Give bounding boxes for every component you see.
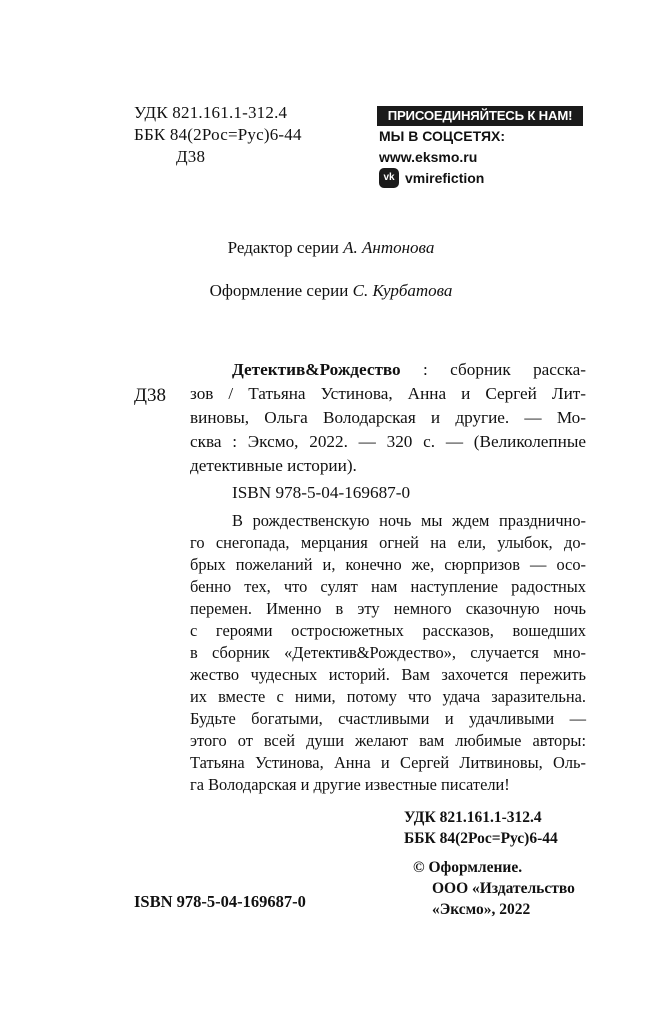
bbk-code: ББК 84(2Рос=Рус)6-44 <box>134 125 302 144</box>
annotation-line: с героями остросюжетных рассказов, вошедших <box>190 621 586 640</box>
udk-code: УДК 821.161.1-312.4 <box>134 103 288 122</box>
annotation-line: этого от всей души желают вам любимые авторы: <box>190 731 586 750</box>
bib-line: детективные истории). <box>190 456 357 475</box>
annotation-line: брых пожеланий и, конечно же, сюрпризов — осо- <box>190 555 586 574</box>
annotation-line: В рождественскую ночь мы ждем празднично- <box>232 511 586 530</box>
bib-line: виновы, Ольга Володарская и другие. — Мо- <box>190 408 586 427</box>
bib-line: зов / Татьяна Устинова, Анна и Сергей Лит- <box>190 384 586 403</box>
author-mark: Д38 <box>176 147 206 166</box>
annotation-line: жество чудесных историй. Вам захочется пережить <box>190 665 586 684</box>
annotation-line: га Володарская и другие известные писатели! <box>190 775 510 794</box>
bib-author-mark: Д38 <box>134 385 166 406</box>
annotation-line: Татьяна Устинова, Анна и Сергей Литвиновы, Оль- <box>190 753 586 772</box>
vk-handle[interactable]: vmirefiction <box>405 170 485 186</box>
copyright-line: © Оформление. <box>413 859 523 876</box>
bib-isbn: ISBN 978-5-04-169687-0 <box>232 483 411 502</box>
footer-isbn: ISBN 978-5-04-169687-0 <box>134 892 306 911</box>
social-heading: МЫ В СОЦСЕТЯХ: <box>379 128 506 144</box>
annotation-line: перемен. Именно в эту немного сказочную ночь <box>190 599 586 618</box>
copyright-line: ООО «Издательство <box>432 880 575 897</box>
join-us-banner: ПРИСОЕДИНЯЙТЕСЬ К НАМ! <box>377 106 583 126</box>
book-title: Детектив&Рождество <box>232 360 401 379</box>
annotation-line: в сборник «Детектив&Рождество», случается мно- <box>190 643 586 662</box>
copyright-line: «Эксмо», 2022 <box>432 901 531 918</box>
annotation-line: Будьте богатыми, счастливыми и удачливыми — <box>190 709 586 728</box>
series-designer-role: Оформление серии <box>209 281 349 300</box>
website-link[interactable]: www.eksmo.ru <box>379 149 478 165</box>
series-designer-name: С. Курбатова <box>352 281 453 300</box>
bib-line-title <box>232 358 586 382</box>
series-designer <box>0 280 662 302</box>
footer-udk: УДК 821.161.1-312.4 <box>404 809 542 826</box>
series-editor-name: А. Антонова <box>343 238 435 257</box>
series-editor <box>0 237 662 259</box>
bib-line: : сборник расска- <box>423 360 586 379</box>
footer-bbk: ББК 84(2Рос=Рус)6-44 <box>404 830 558 847</box>
annotation-line: бенно тех, что сулят нам наступление радостных <box>190 577 586 596</box>
series-editor-role: Редактор серии <box>227 238 339 257</box>
annotation-line: го снегопада, мерцания огней на ели, улыбок, до- <box>190 533 586 552</box>
annotation-line: их вместе с ними, потому что удача заразительна. <box>190 687 586 706</box>
vk-icon: vk <box>379 168 399 188</box>
bib-line: сква : Эксмо, 2022. — 320 с. — (Великолепные <box>190 432 586 451</box>
